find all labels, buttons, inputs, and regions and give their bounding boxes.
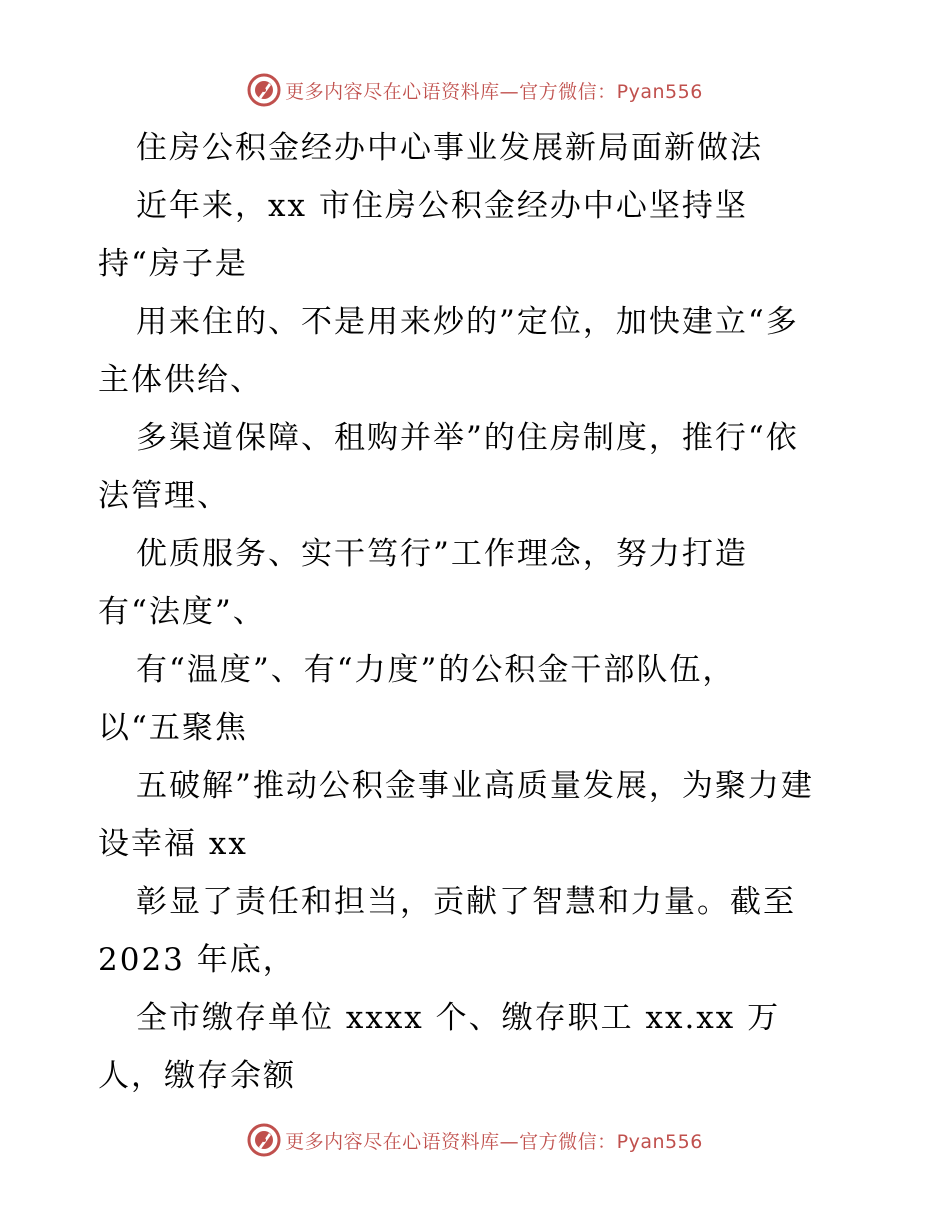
body-line: 设幸福 xx — [98, 826, 248, 862]
body-line: 用来住的、不是用来炒的”定位，加快建立“多 — [136, 304, 799, 340]
footer-banner — [0, 1120, 950, 1160]
body-line: 彰显了责任和担当，贡献了智慧和力量。截至 — [136, 884, 796, 920]
body-line: 2023 年底， — [98, 942, 296, 978]
body-line: 有“温度”、有“力度”的公积金干部队伍， — [136, 652, 736, 688]
body-line: 法管理、 — [98, 478, 230, 514]
header-banner-text: 更多内容尽在心语资料库—官方微信：Pyan556 — [285, 80, 703, 103]
body-line: 有“法度”、 — [98, 594, 266, 630]
body-line: 五破解”推动公积金事业高质量发展，为聚力建 — [136, 768, 814, 804]
header-wechat-handle: Pyan556 — [616, 80, 703, 103]
body-line: 以“五聚焦 — [98, 710, 248, 746]
pen-nib-logo-icon — [247, 1123, 281, 1157]
footer-banner-text: 更多内容尽在心语资料库—官方微信：Pyan556 — [285, 1130, 703, 1153]
footer-wechat-handle: Pyan556 — [616, 1130, 703, 1153]
body-line: 多渠道保障、租购并举”的住房制度，推行“依 — [136, 420, 799, 456]
header-banner — [0, 70, 950, 110]
body-line: 持“房子是 — [98, 246, 248, 282]
document-title: 住房公积金经办中心事业发展新局面新做法 — [136, 130, 763, 166]
body-line: 主体供给、 — [98, 362, 263, 398]
pen-nib-logo-icon — [247, 73, 281, 107]
body-line: 近年来，xx 市住房公积金经办中心坚持坚 — [136, 188, 748, 224]
body-line: 人，缴存余额 — [98, 1058, 296, 1094]
body-line: 全市缴存单位 xxxx 个、缴存职工 xx.xx 万 — [136, 1000, 781, 1036]
body-line: 优质服务、实干笃行”工作理念，努力打造 — [136, 536, 748, 572]
